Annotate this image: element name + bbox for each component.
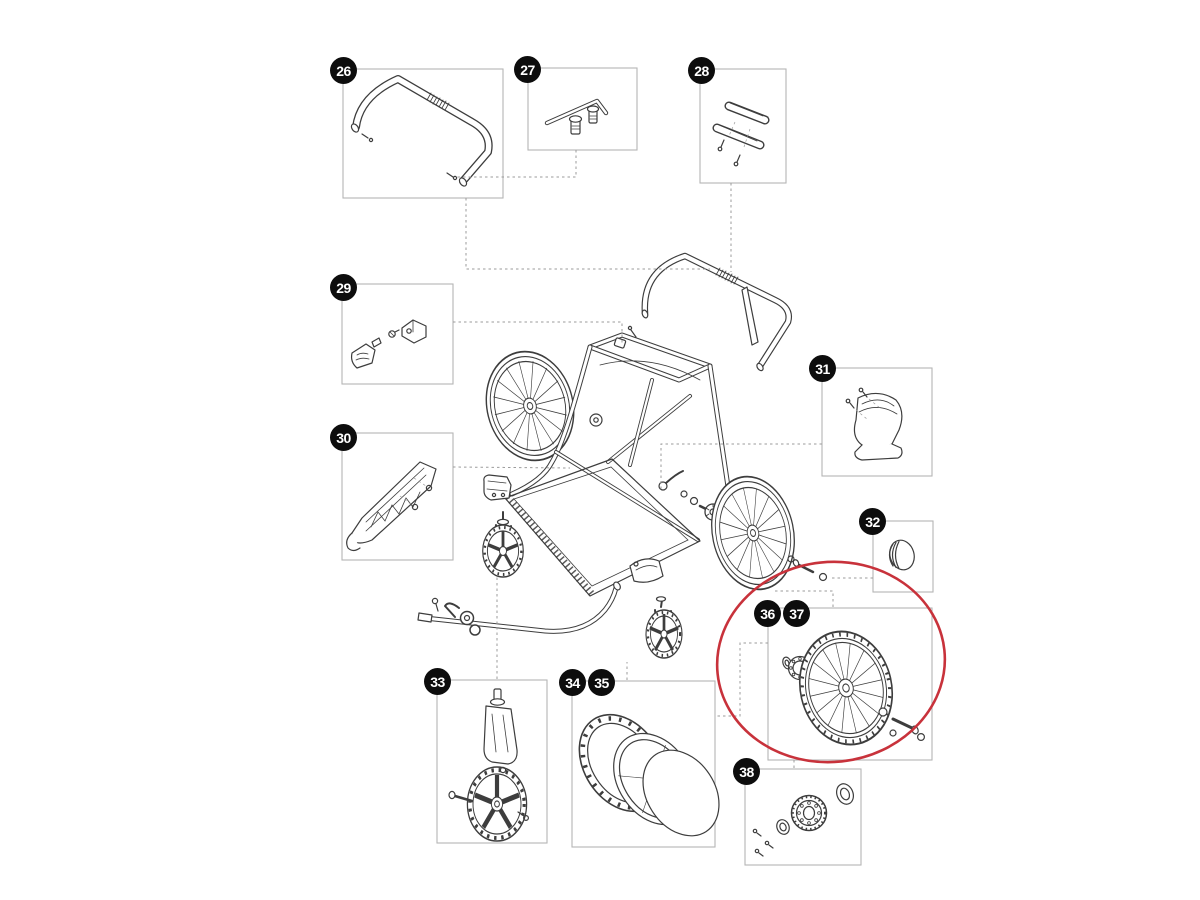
part-badge-32-label: 32 [865,513,880,530]
part-badge-26-label: 26 [336,62,351,79]
part-badge-28-label: 28 [694,62,709,79]
part-badge-27-label: 27 [520,61,535,78]
part-badge-29[interactable] [330,274,357,301]
part-badge-26[interactable] [330,57,357,84]
part-badge-35[interactable] [588,669,615,696]
part-badge-31-label: 31 [815,360,830,377]
connector-30 [453,467,570,468]
main-assembly-drawing [418,256,827,658]
part-badge-35-label: 35 [594,674,609,691]
part-badge-32[interactable] [859,508,886,535]
assembly-left-wheel [475,342,585,469]
part-badge-29-label: 29 [336,279,351,296]
part-badge-33-label: 33 [430,673,445,690]
part-badge-38-label: 38 [739,763,754,780]
part-badge-37-label: 37 [789,605,804,622]
assembly-small-caster [646,597,682,658]
connector-36-37-to-34-35 [716,643,768,716]
assembly-frame [505,326,730,596]
assembly-handlebar [641,256,789,372]
assembly-hitch-arm [418,581,622,635]
assembly-receiver-bracket [484,475,511,500]
assembly-front-caster [483,512,524,577]
assembly-guard-piece [630,559,663,582]
part-badge-34[interactable] [559,669,586,696]
part-badge-38[interactable] [733,758,760,785]
part-badge-30[interactable] [330,424,357,451]
connector-29 [453,322,622,344]
part-badge-36-label: 36 [760,605,775,622]
part-badge-28[interactable] [688,57,715,84]
assembly-right-wheel [702,469,805,597]
part-box-29[interactable] [342,284,453,384]
part-badge-27[interactable] [514,56,541,83]
bolt-1 [570,116,582,134]
part-badge-30-label: 30 [336,429,351,446]
caster-wheel-33 [467,767,526,841]
part-badge-37[interactable] [783,600,810,627]
bolt-2 [588,106,599,123]
part-box-28[interactable] [700,69,786,183]
part-badge-34-label: 34 [565,674,580,691]
part-badge-31[interactable] [809,355,836,382]
part-badge-36[interactable] [754,600,781,627]
part-box-26[interactable] [343,69,503,198]
drum-hub [792,796,827,831]
part-badge-33[interactable] [424,668,451,695]
